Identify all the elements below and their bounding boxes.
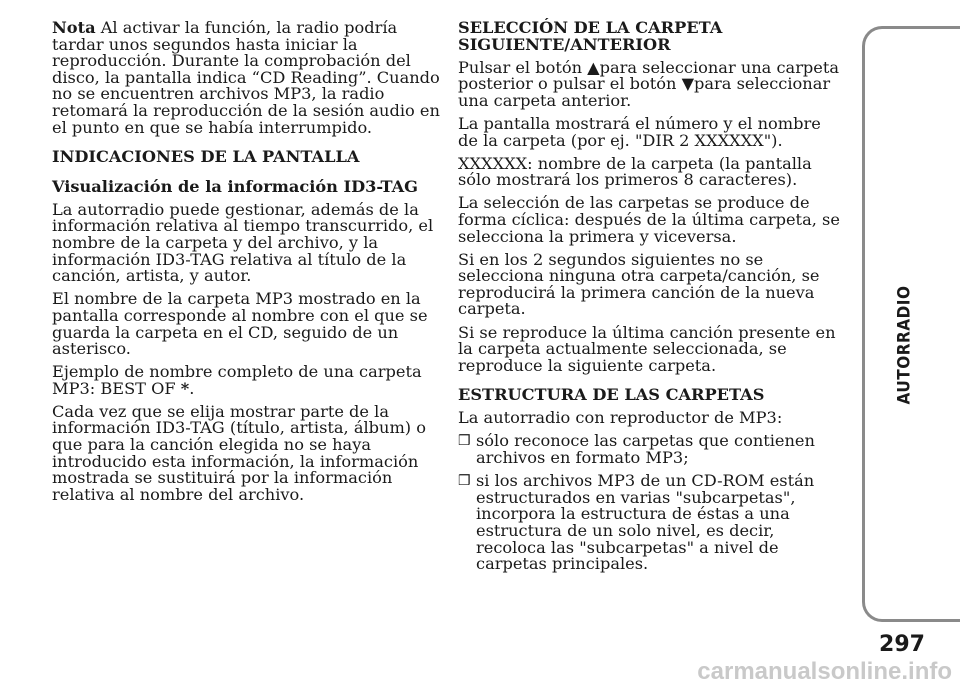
- paragraph-id3-display: Cada vez que se elija mostrar parte de la información ID3-TAG (título, artista, álbum) o que para la canción elegida no se haya introducido esta información, la información mostrada se sustituirá por la información relativa al nombre del archivo.: [52, 401, 427, 504]
- side-tab-label-text: AUTORRADIO: [894, 285, 915, 405]
- heading-indicaciones: INDICACIONES DE LA PANTALLA: [52, 147, 360, 167]
- page-number: 297: [879, 632, 925, 657]
- list-item: [458, 433, 844, 466]
- paragraph-name-length: XXXXXX: nombre de la carpeta (la pantalla sólo mostrará los primeros 8 caracteres).: [458, 153, 812, 190]
- paragraph-buttons: [458, 57, 844, 110]
- paragraph-display-number: La pantalla mostrará el número y el nombre de la carpeta (por ej. "DIR 2 XXXXXX").: [458, 113, 821, 150]
- list-item-text: sólo reconoce las carpetas que contienen archivos en formato MP3;: [476, 431, 815, 468]
- paragraph-timeout: Si en los 2 segundos siguientes no se selecciona ninguna otra carpeta/canción, se reproducirá la primera canción de la nueva carpeta.: [458, 249, 820, 319]
- buttons-text-c: para seleccionar una carpeta anterior.: [458, 74, 831, 110]
- up-arrow-icon: ▲: [587, 57, 600, 77]
- note-paragraph: [52, 20, 440, 136]
- left-column: [52, 20, 440, 510]
- paragraph-id3-info: La autorradio puede gestionar, además de la información relativa al tiempo transcurrido, el nombre de la carpeta y del archivo, y la información ID3-TAG relativa al título de la canción, artista, y autor.: [52, 199, 434, 286]
- buttons-text-b: para seleccionar una carpeta posterior o pulsar el botón: [458, 57, 840, 94]
- paragraph-mp3-player: La autorradio con reproductor de MP3:: [458, 408, 783, 428]
- heading-estructura: ESTRUCTURA DE LAS CARPETAS: [458, 385, 765, 405]
- example-text: Ejemplo de nombre completo de una carpeta MP3: BEST OF: [52, 362, 422, 398]
- asterisk: *: [180, 378, 190, 398]
- side-tab-label: [868, 285, 940, 405]
- down-arrow-icon: ▼: [681, 74, 695, 94]
- watermark: carmanualsonline.info: [697, 658, 952, 685]
- heading-id3-tag: Visualización de la información ID3-TAG: [52, 176, 418, 196]
- heading-seleccion: SELECCIÓN DE LA CARPETA SIGUIENTE/ANTERIOR: [458, 18, 723, 54]
- paragraph-folder-name: El nombre de la carpeta MP3 mostrado en la pantalla corresponde al nombre con el que se guarda la carpeta en el CD, seguido de un asterisco.: [52, 289, 428, 359]
- checkbox-bullet-icon: ❒: [458, 433, 471, 450]
- list-item: [458, 473, 844, 573]
- paragraph-folder-example: [52, 364, 440, 397]
- note-label: Nota: [52, 18, 96, 37]
- example-end: .: [189, 378, 195, 398]
- paragraph-last-song: Si se reproduce la última canción presente en la carpeta actualmente seleccionada, se reproduce la siguiente carpeta.: [458, 322, 836, 375]
- list-item-text: si los archivos MP3 de un CD-ROM están estructurados en varias "subcarpetas", incorpora la estructura de éstas a una estructura de un solo nivel, es decir, recoloca las "subcarpetas" a nivel de carpetas principales.: [476, 471, 815, 574]
- note-text: Al activar la función, la radio podría tardar unos segundos hasta iniciar la reproducción. Durante la comprobación del disco, la pantalla indica “CD Reading”. Cuando no se encuentren archivos MP3, la radio retomará la reproducción de la sesión audio en el punto en que se había interrumpido.: [52, 18, 440, 137]
- buttons-text-a: Pulsar el botón: [458, 57, 588, 77]
- checkbox-bullet-icon: ❒: [458, 473, 471, 490]
- paragraph-cyclic: La selección de las carpetas se produce de forma cíclica: después de la última carpeta, se selecciona la primera y viceversa.: [458, 193, 840, 246]
- right-column: [458, 20, 844, 579]
